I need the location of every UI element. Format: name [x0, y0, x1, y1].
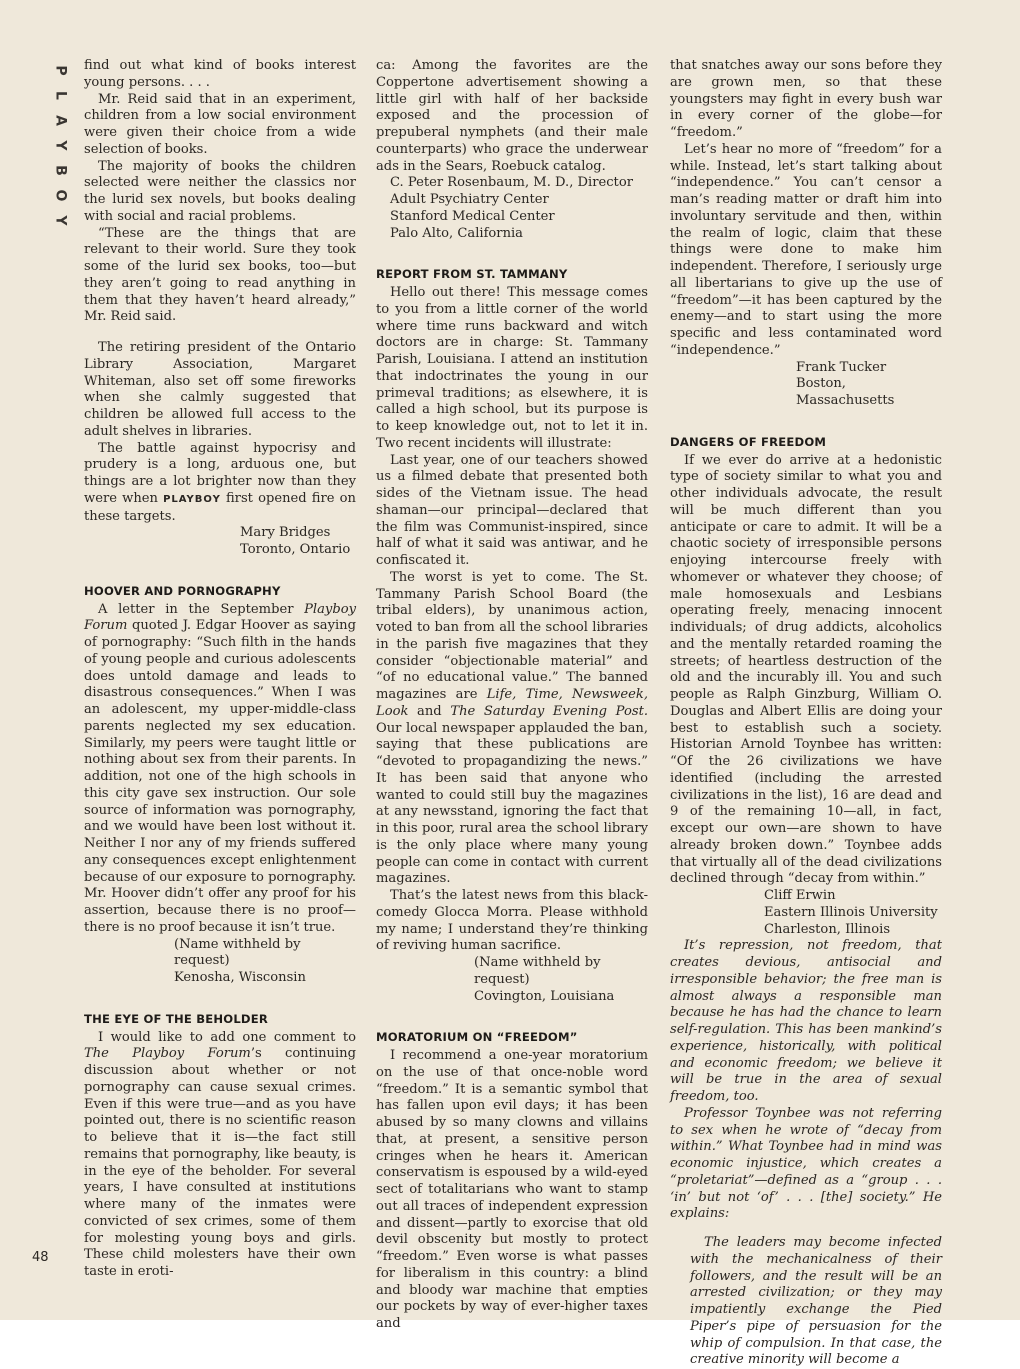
signature [670, 888, 942, 938]
column-3 [670, 58, 942, 1369]
paragraph: “These are the things that are relevant to their world. Sure they took some of the lurid sex books, too—but they aren’t going to read anything in them that they haven’t heard already,” Mr. Reid said. [84, 225, 356, 325]
signature-place: Kenosha, Wisconsin [174, 970, 306, 985]
paragraph [84, 1030, 356, 1281]
paragraph [84, 441, 356, 526]
paragraph [84, 602, 356, 937]
paragraph: Hello out there! This message comes to you from a little corner of the world where time runs backward and witch doctors are in charge: St. Tammany Parish, Louisiana. I attend an institution that indoctrinates the young in our primeval traditions; as elsewhere, it is called a high school, but its purpose is to keep knowledge out, not to let it in. Two recent incidents will illustrate: [376, 285, 648, 451]
column-1 [84, 58, 356, 1281]
text-run: The battle against hypocrisy and prudery is a long, arduous one, but things are a lot brighter now than they were when [84, 440, 356, 506]
signature [84, 525, 356, 559]
playboy-wordmark: PLAYBOY [163, 493, 221, 505]
signature [376, 175, 648, 242]
signature-line: Palo Alto, California [390, 225, 523, 241]
signature [670, 360, 942, 410]
signature-line: Eastern Illinois University [764, 904, 938, 920]
paragraph: find out what kind of books interest young persons. . . . [84, 58, 356, 90]
paragraph: I recommend a one-year moratorium on the use of that once-noble word “freedom.” It is a semantic symbol that has fallen upon evil days; it has been abused by so many clowns and villains that, at present, a sensitive person cringes when he hears it. American conservatism is espoused by a wild-eyed sect of totalitarians who want to stamp out all traces of independent expression and dissent—partly to exorcise that old devil obscenity but mostly to protect “freedom.” Even worse is what passes for liberalism in this country: a blind and bloody war machine that empties our pockets by way of ever-higher taxes and [376, 1048, 648, 1331]
logo-letter: P [52, 65, 69, 76]
editor-reply: It’s repression, not freedom, that creates devious, antisocial and irresponsible behavior; the free man is almost always a responsible man because he has had the chance to learn self-regulation. This has been mankind’s experience, historically, with political and economic freedom; we believe it will be true in the area of sexual freedom, too. [670, 938, 942, 1104]
paragraph: The retiring president of the Ontario Library Association, Margaret Whiteman, also set off some fireworks when she calmly suggested that children be allowed full access to the adult shelves in libraries. [84, 340, 356, 439]
block-quote: The leaders may become infected with the mechanicalness of their followers, and the result will be an arrested civilization; or they may impatiently exchange the Pied Piper’s pipe of persuasion for the whip of compulsion. In that case, the creative minority will become a [690, 1235, 942, 1368]
signature-place: Boston, Massachusetts [796, 376, 895, 408]
paragraph: That’s the latest news from this black-comedy Glocca Morra. Please withhold my name; I understand they’re thinking of reviving human sacrifice. [376, 888, 648, 954]
text-run: Our local newspaper applauded the ban, saying that these publications are “devoted to propagandizing the news.” It has been said that anyone who wanted to could still buy the magazines at any newsstand, ignoring the fact that in this poor, rural area the school library is the only place where many young people can come in contact with current magazines. [376, 720, 648, 887]
text-run-italic: Playboy Forum [84, 601, 356, 634]
logo-letter: Y [52, 140, 69, 151]
paragraph: Mr. Reid said that in an experiment, children from a low social environment were given their choice from a wide selection of books. [84, 91, 356, 157]
text-run: The worst is yet to come. The St. Tammany Parish School Board (the tribal elders), by unanimous action, voted to ban from all the school libraries in the parish five magazines that they consider “objectionable material” and “of no educational value.” The banned magazines are [376, 569, 648, 702]
text-run: I would like to add one comment to [98, 1029, 356, 1045]
section-heading: DANGERS OF FREEDOM [670, 434, 827, 449]
logo-letter: A [52, 115, 69, 126]
signature-place: Toronto, Ontario [240, 542, 351, 557]
signature-line: Adult Psychiatry Center [390, 192, 549, 207]
text-run: first opened fire on these targets. [84, 490, 356, 524]
section-heading: REPORT FROM ST. TAMMANY [376, 267, 568, 282]
signature-line: Cliff Erwin [764, 888, 836, 903]
text-run-italic: The Playboy Forum [84, 1046, 251, 1062]
text-run: quoted J. Edgar Hoover as saying of pornography: “Such filth in the hands of young people and curious adolescents does untold damage and leads to disastrous consequences.” When I was an adolescent, my upper-middle-class parents neglected my sex education. Similarly, my peers were taught little or nothing about sex from their parents. In addition, not one of the high schools in this city gave sex instruction. Our sole source of information was pornography, and we would have been lost without it. Neither I nor any of my friends suffered any consequences except enlightenment because of our exposure to pornography. Mr. Hoover didn’t offer any proof for his assertion, because there is no proof—there is no proof because it isn’t true. [84, 618, 356, 935]
paragraph: Last year, one of our teachers showed us a filmed debate that presented both sides of the Vietnam issue. The head shaman—our principal—declared that the film was Communist-inspired, since half of what it said was antiwar, and he confiscated it. [376, 452, 648, 568]
paragraph: If we ever do arrive at a hedonistic type of society similar to what you and other individuals advocate, the result will be much different than you anticipate or care to admit. It will be a chaotic society of irresponsible persons enjoying intercourse freely with whomever or whatever they choose; of male homosexuals and Lesbians operating freely, menacing innocent individuals; of drug addicts, alcoholics and the mentally retarded roaming the streets; of heartless destruction of the old and the incurably ill. You and such people as Ralph Ginzburg, William O. Douglas and Albert Ellis are doing your best to establish such a society. Historian Arnold Toynbee has written: “Of the 26 civilizations we have identified (including the arrested civilizations in the list), 16 are dead and 9 of the remaining 10—all, in fact, except our own—are shown to have already broken down.” Toynbee adds that virtually all of the dead civilizations declined through “decay from within.” [670, 452, 942, 887]
signature-name: Mary Bridges [240, 525, 331, 541]
section-heading: THE EYE OF THE BEHOLDER [84, 1011, 268, 1026]
editor-reply: Professor Toynbee was not referring to sex when he wrote of “decay from within.” What Toynbee had in mind was economic injustice, which creates a “proletariat”—defined as a “group . . . ‘in’ but not ‘of’ . . . [the] society.” He explains: [670, 1105, 942, 1222]
signature-name: Frank Tucker [796, 359, 887, 375]
text-run: A letter in the September [98, 601, 305, 617]
column-2 [376, 58, 648, 1333]
signature-name: (Name withheld by request) [174, 936, 301, 969]
logo-letter: Y [52, 215, 69, 226]
paragraph: that snatches away our sons before they are grown men, so that these youngsters may fight in every bush war in every corner of the globe—for “freedom.” [670, 58, 942, 140]
signature-line: Charleston, Illinois [764, 921, 891, 937]
logo-letter: O [52, 189, 69, 202]
logo-letter: L [52, 91, 69, 100]
text-run: and [408, 703, 451, 719]
signature-place: Covington, Louisiana [474, 988, 615, 1004]
paragraph: The majority of books the children selected were neither the classics nor the lurid sex novels, but books dealing with social and racial problems. [84, 158, 356, 224]
text-run-italic: Life, Time, Newsweek, Look [376, 687, 648, 719]
paragraph: Let’s hear no more of “freedom” for a while. Instead, let’s start talking about “independence.” You can’t censor a man’s reading matter or draft him into involuntary servitude and then, within the realm of logic, claim that these things were done to make him independent. Therefore, I seriously urge all libertarians to give up the use of “freedom”—it has been captured by the enemy—and to start using the more specific and less contaminated word “independence.” [670, 141, 942, 358]
text-run-italic: The Saturday Evening Post. [450, 703, 648, 719]
section-heading: MORATORIUM ON “FREEDOM” [376, 1030, 578, 1045]
logo-letter: B [52, 165, 69, 176]
playboy-vertical-logo [50, 58, 70, 233]
paragraph [376, 570, 648, 888]
text-run: ’s continuing discussion about whether or not pornography can cause sexual crimes. Even if this were true—and as you have pointed out, there is no scientific reason to believe that it is—the fact still remains that pornography, like beauty, is in the eye of the beholder. For several years, I have consulted at institutions where many of the inmates were convicted of sex crimes, some of them for molesting young boys and girls. These child molesters have their own taste in eroti- [84, 1046, 356, 1279]
signature-name: (Name withheld by request) [474, 955, 601, 987]
signature [376, 955, 648, 1005]
section-heading: HOOVER AND PORNOGRAPHY [84, 583, 281, 598]
signature-line: Stanford Medical Center [390, 208, 555, 224]
page-number: 48 [32, 1250, 49, 1265]
paragraph: ca: Among the favorites are the Coppertone advertisement showing a little girl with half of her backside exposed and the procession of prepuberal nymphets (and their male counterparts) who grace the underwear ads in the Sears, Roebuck catalog. [376, 58, 648, 174]
signature [84, 937, 356, 987]
signature-line: C. Peter Rosenbaum, M. D., Director [390, 175, 633, 191]
